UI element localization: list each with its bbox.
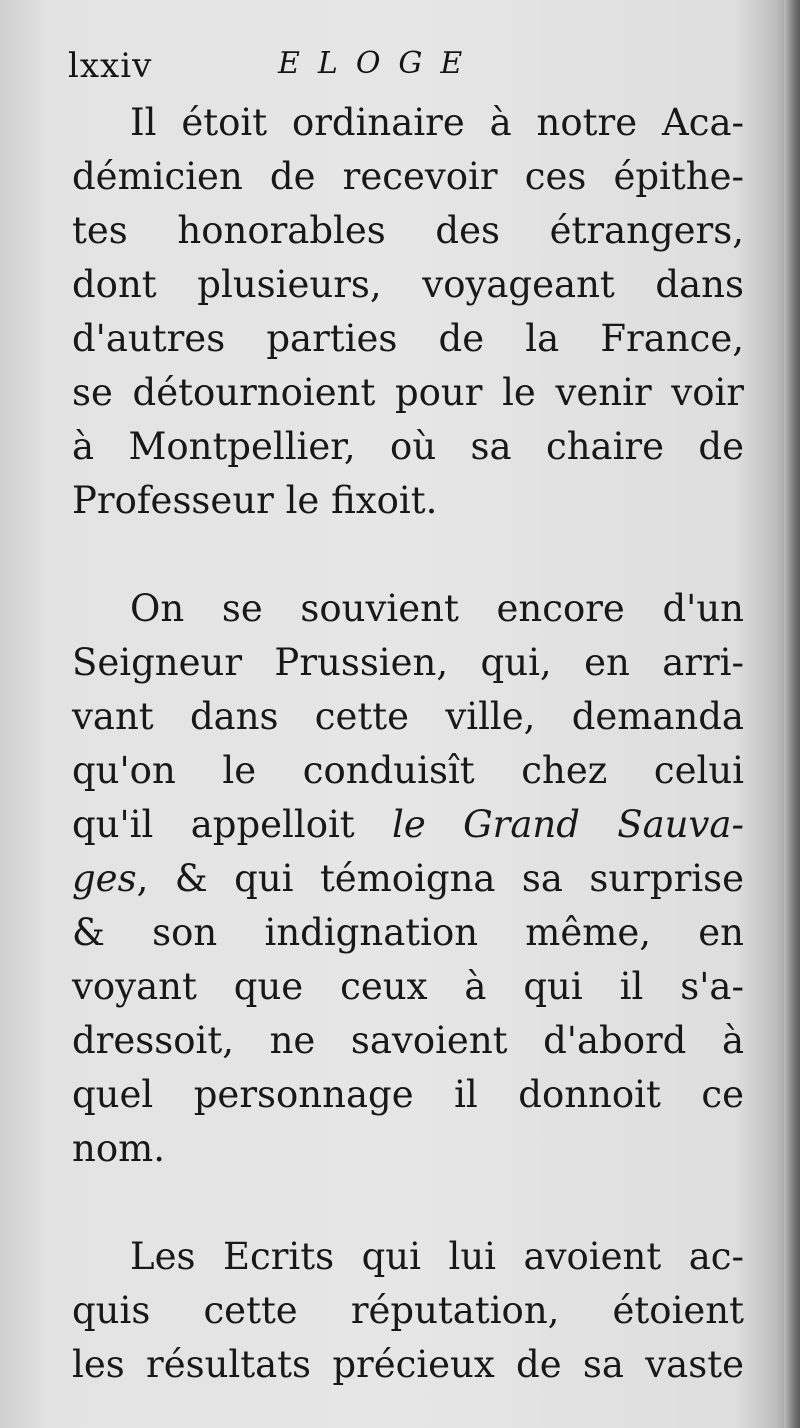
text-line: tes honorables des étrangers, <box>72 209 744 252</box>
text-line: Professeur le fixoit. <box>72 479 438 522</box>
paragraph-1 <box>72 96 744 528</box>
text-line: à Montpellier, où sa chaire de <box>72 425 744 468</box>
text-line: qu'on le conduisît chez celui <box>72 749 744 792</box>
text-line: voyant que ceux à qui il s'a- <box>72 965 744 1008</box>
text-line: dont plusieurs, voyageant dans <box>72 263 744 306</box>
running-title: ELOGE <box>278 46 481 81</box>
text-line: se détournoient pour le venir voir <box>72 371 744 414</box>
text-line: quel personnage il donnoit ce <box>72 1073 744 1116</box>
text-line: quis cette réputation, étoient <box>72 1289 744 1332</box>
text-line: Il étoit ordinaire à notre Aca- <box>130 101 744 144</box>
text-line: Les Ecrits qui lui avoient ac- <box>130 1235 744 1278</box>
page-gutter-shadow <box>784 0 800 1428</box>
page-number: lxxiv <box>68 46 153 86</box>
text-line: ges, & qui témoigna sa surprise <box>72 857 744 900</box>
text-line: d'autres parties de la France, <box>72 317 744 360</box>
text-line: dressoit, ne savoient d'abord à <box>72 1019 744 1062</box>
text-line: les résultats précieux de sa vaste <box>72 1343 744 1386</box>
text-line: vant dans cette ville, demanda <box>72 695 744 738</box>
body-text <box>72 96 744 1392</box>
text-line: nom. <box>72 1127 165 1170</box>
paragraph-2 <box>72 582 744 1176</box>
text-line: On se souvient encore d'un <box>130 587 744 630</box>
paragraph-3 <box>72 1230 744 1392</box>
text-line: & son indignation même, en <box>72 911 744 954</box>
text-line: démicien de recevoir ces épithe- <box>72 155 744 198</box>
page-header <box>68 38 748 98</box>
text-line: qu'il appelloit le Grand Sauva- <box>72 803 744 846</box>
text-line: Seigneur Prussien, qui, en arri- <box>72 641 744 684</box>
